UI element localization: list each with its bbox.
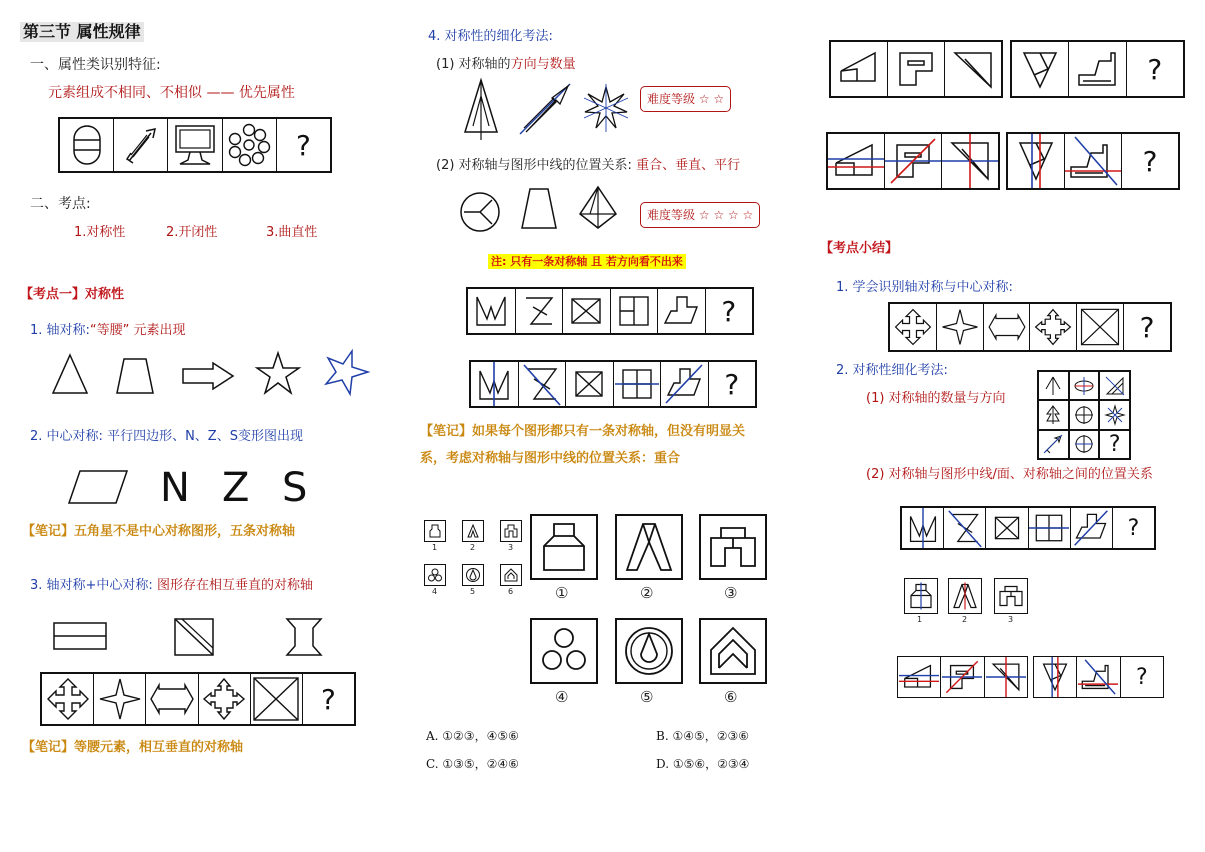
circled-num-5: ⑤ bbox=[640, 688, 654, 706]
question-cell bbox=[1099, 430, 1130, 459]
question-cell bbox=[1123, 304, 1170, 350]
point-symmetry: 1.对称性 bbox=[74, 225, 126, 240]
figure-cell bbox=[1034, 657, 1076, 697]
figure-cell bbox=[471, 362, 518, 406]
difficulty-badge-2: 难度等级 ☆ ☆ bbox=[640, 86, 731, 112]
thumb-num: 2 bbox=[470, 543, 476, 552]
thumb-num: 3 bbox=[508, 543, 514, 552]
summary-strip bbox=[888, 302, 1172, 352]
figure-cell bbox=[198, 674, 250, 724]
figure-cell bbox=[985, 508, 1027, 548]
kaodian1-title: 【考点一】对称性 bbox=[20, 287, 125, 302]
summary-title: 【考点小结】 bbox=[820, 241, 899, 256]
figure-cell bbox=[42, 674, 93, 724]
figure-cell bbox=[984, 657, 1027, 697]
note-midline-1: 【笔记】如果每个图形都只有一条对称轴，但没有明显关 bbox=[420, 424, 746, 439]
circled-num-2: ② bbox=[640, 584, 654, 602]
figure-cell bbox=[1070, 508, 1112, 548]
question-mark: ? bbox=[1108, 431, 1121, 457]
circled-num-1: ① bbox=[555, 584, 569, 602]
question-mark: ? bbox=[1142, 144, 1158, 178]
circle-y-shape bbox=[458, 190, 502, 234]
circled-num-4: ④ bbox=[555, 688, 569, 706]
note-midline-2: 系，考虑对称轴与图形中线的位置关系：重合 bbox=[420, 451, 681, 466]
thumb-5 bbox=[462, 564, 484, 586]
figure-cell bbox=[943, 508, 985, 548]
figure-cell bbox=[610, 289, 658, 333]
figure-cell bbox=[518, 362, 566, 406]
thumb-1 bbox=[424, 520, 446, 542]
figure-cell bbox=[1008, 134, 1064, 188]
figure-cell bbox=[828, 134, 884, 188]
figure-cell bbox=[890, 304, 936, 350]
figure-box-5 bbox=[615, 618, 683, 684]
figure-cell bbox=[562, 289, 610, 333]
question-cell bbox=[276, 119, 330, 171]
grid-cell bbox=[1069, 430, 1100, 459]
point-curvestraight: 3.曲直性 bbox=[266, 225, 318, 240]
small-num: 1 bbox=[917, 615, 923, 624]
refine-sub2: (2) 对称轴与图形中线的位置关系: 重合、垂直、平行 bbox=[436, 158, 741, 173]
summary-strip-small-b bbox=[1033, 656, 1164, 698]
option-d[interactable]: D. ①⑤⑥，②③④ bbox=[656, 757, 750, 771]
feature-desc: 元素组成不相同、不相似 —— 优先属性 bbox=[48, 85, 295, 101]
arrow-shape bbox=[180, 360, 236, 392]
rotated-star-shape bbox=[322, 348, 372, 398]
question-cell bbox=[302, 674, 354, 724]
option-b[interactable]: B. ①④⑤，②③⑥ bbox=[656, 729, 749, 743]
figure-cell bbox=[1076, 657, 1119, 697]
question-mark: ? bbox=[1127, 515, 1140, 541]
question-mark: ? bbox=[1135, 664, 1148, 690]
question-mark: ? bbox=[721, 294, 737, 328]
summary-1: 1. 学会识别轴对称与中心对称: bbox=[836, 280, 1013, 295]
trapezoid-tall-shape bbox=[518, 186, 560, 232]
figure-cell bbox=[167, 119, 221, 171]
square-diagonal-shape bbox=[172, 616, 216, 658]
grid-cell bbox=[1038, 430, 1069, 459]
section-title: 第三节 属性规律 bbox=[20, 22, 144, 42]
figure-cell bbox=[222, 119, 276, 171]
question-mark: ? bbox=[321, 682, 336, 716]
question-mark: ? bbox=[724, 367, 740, 401]
center-title: 2. 中心对称: 平行四边形、N、Z、S变形图出现 bbox=[30, 429, 303, 444]
figure-cell bbox=[936, 304, 983, 350]
summary-2-1: (1) 对称轴的数量与方向 bbox=[866, 391, 1006, 406]
figure-cell bbox=[898, 657, 940, 697]
difficulty-badge-4: 难度等级 ☆ ☆ ☆ ☆ bbox=[640, 202, 760, 228]
summary-2: 2. 对称性细化考法: bbox=[836, 363, 948, 378]
triangle-axis-shape bbox=[460, 76, 502, 144]
question-mark: ? bbox=[1147, 52, 1163, 86]
figure-cell bbox=[515, 289, 563, 333]
starburst-shape bbox=[582, 84, 630, 132]
question-cell bbox=[1120, 657, 1163, 697]
example-strip-right-1b bbox=[1010, 40, 1185, 98]
thumb-3 bbox=[500, 520, 522, 542]
figure-cell bbox=[884, 134, 941, 188]
question-cell bbox=[1121, 134, 1178, 188]
figure-cell bbox=[1064, 134, 1121, 188]
summary-2-2: (2) 对称轴与图形中线/面、对称轴之间的位置关系 bbox=[866, 467, 1153, 482]
figure-cell bbox=[940, 657, 983, 697]
figure-box-2 bbox=[615, 514, 683, 580]
thumb-num: 6 bbox=[508, 587, 514, 596]
figure-cell bbox=[983, 304, 1030, 350]
summary-strip-small-a bbox=[897, 656, 1028, 698]
figure-box-1 bbox=[530, 514, 598, 580]
example-strip-features bbox=[58, 117, 332, 173]
note-star: 【笔记】五角星不是中心对称图形，五条对称轴 bbox=[22, 524, 296, 539]
axis-title: 1. 轴对称:“等腰” 元素出现 bbox=[30, 323, 186, 338]
figure-cell bbox=[1068, 42, 1125, 96]
figure-cell bbox=[660, 362, 708, 406]
refine-title: 4. 对称性的细化考法: bbox=[428, 29, 553, 44]
figure-cell bbox=[1012, 42, 1068, 96]
figure-cell bbox=[1028, 508, 1070, 548]
summary-grid bbox=[1037, 370, 1131, 460]
figure-cell bbox=[60, 119, 113, 171]
point-openclose: 2.开闭性 bbox=[166, 225, 218, 240]
thumb-num: 1 bbox=[432, 543, 438, 552]
example-strip-right-2b bbox=[1006, 132, 1180, 190]
question-cell bbox=[705, 289, 753, 333]
question-cell bbox=[1126, 42, 1183, 96]
letter-s: S bbox=[282, 465, 308, 511]
example-strip-midline-axes bbox=[469, 360, 757, 408]
figure-cell bbox=[93, 674, 145, 724]
thumb-num: 4 bbox=[432, 587, 438, 596]
thumb-4 bbox=[424, 564, 446, 586]
question-mark: ? bbox=[295, 128, 311, 162]
thumb-num: 5 bbox=[470, 587, 476, 596]
refine-sub1: (1) 对称轴的方向与数量 bbox=[436, 57, 576, 72]
parallelogram-shape bbox=[66, 468, 130, 506]
grid-cell bbox=[1038, 371, 1069, 400]
thumb-6 bbox=[500, 564, 522, 586]
grid-cell bbox=[1038, 400, 1069, 429]
figure-cell bbox=[944, 42, 1001, 96]
figure-cell bbox=[887, 42, 944, 96]
circled-num-6: ⑥ bbox=[724, 688, 738, 706]
question-cell bbox=[708, 362, 756, 406]
figure-cell bbox=[1076, 304, 1123, 350]
i-beam-shape bbox=[284, 616, 324, 658]
thumbnail-grid bbox=[424, 520, 522, 604]
note-isosceles: 【笔记】等腰元素，相互垂直的对称轴 bbox=[22, 740, 244, 755]
rect-midline-shape bbox=[52, 620, 108, 652]
heading-kaodian: 二、考点: bbox=[30, 196, 91, 212]
example-strip-right-1a bbox=[829, 40, 1003, 98]
small-box-3 bbox=[994, 578, 1028, 614]
triangle-shape bbox=[50, 352, 90, 396]
figure-box-3 bbox=[699, 514, 767, 580]
figure-cell bbox=[657, 289, 705, 333]
letter-z: Z bbox=[222, 465, 250, 511]
figure-box-6 bbox=[699, 618, 767, 684]
summary-strip-axes bbox=[900, 506, 1156, 550]
figure-cell bbox=[613, 362, 661, 406]
grid-cell bbox=[1099, 371, 1130, 400]
trapezoid-shape bbox=[114, 356, 156, 396]
figure-cell bbox=[145, 674, 197, 724]
letter-n: N bbox=[160, 465, 190, 511]
example-strip-midline bbox=[466, 287, 754, 335]
figure-cell bbox=[1029, 304, 1076, 350]
arrow-axis-shape bbox=[514, 78, 578, 140]
small-num: 2 bbox=[962, 615, 968, 624]
grid-cell bbox=[1069, 371, 1100, 400]
figure-cell bbox=[941, 134, 998, 188]
option-a[interactable]: A. ①②③，④⑤⑥ bbox=[426, 729, 519, 743]
small-box-1 bbox=[904, 578, 938, 614]
figure-cell bbox=[902, 508, 943, 548]
star-shape bbox=[254, 350, 302, 396]
question-cell bbox=[1112, 508, 1154, 548]
heading-feature: 一、属性类识别特征: bbox=[30, 57, 161, 73]
both-title: 3. 轴对称+中心对称: 图形存在相互垂直的对称轴 bbox=[30, 578, 313, 593]
figure-cell bbox=[113, 119, 167, 171]
circled-num-3: ③ bbox=[724, 584, 738, 602]
figure-cell bbox=[565, 362, 613, 406]
option-c[interactable]: C. ①③⑤，②④⑥ bbox=[426, 757, 519, 771]
figure-cell bbox=[468, 289, 515, 333]
example-strip-both bbox=[40, 672, 356, 726]
note-highlight: 注: 只有一条对称轴 且 若方向看不出来 bbox=[488, 254, 686, 269]
kite-shape bbox=[576, 184, 620, 232]
figure-cell bbox=[250, 674, 302, 724]
question-mark: ? bbox=[1139, 310, 1155, 344]
thumb-2 bbox=[462, 520, 484, 542]
grid-cell bbox=[1069, 400, 1100, 429]
figure-box-4 bbox=[530, 618, 598, 684]
small-box-2 bbox=[948, 578, 982, 614]
example-strip-right-2a bbox=[826, 132, 1000, 190]
grid-cell bbox=[1099, 400, 1130, 429]
small-num: 3 bbox=[1008, 615, 1014, 624]
figure-cell bbox=[831, 42, 887, 96]
